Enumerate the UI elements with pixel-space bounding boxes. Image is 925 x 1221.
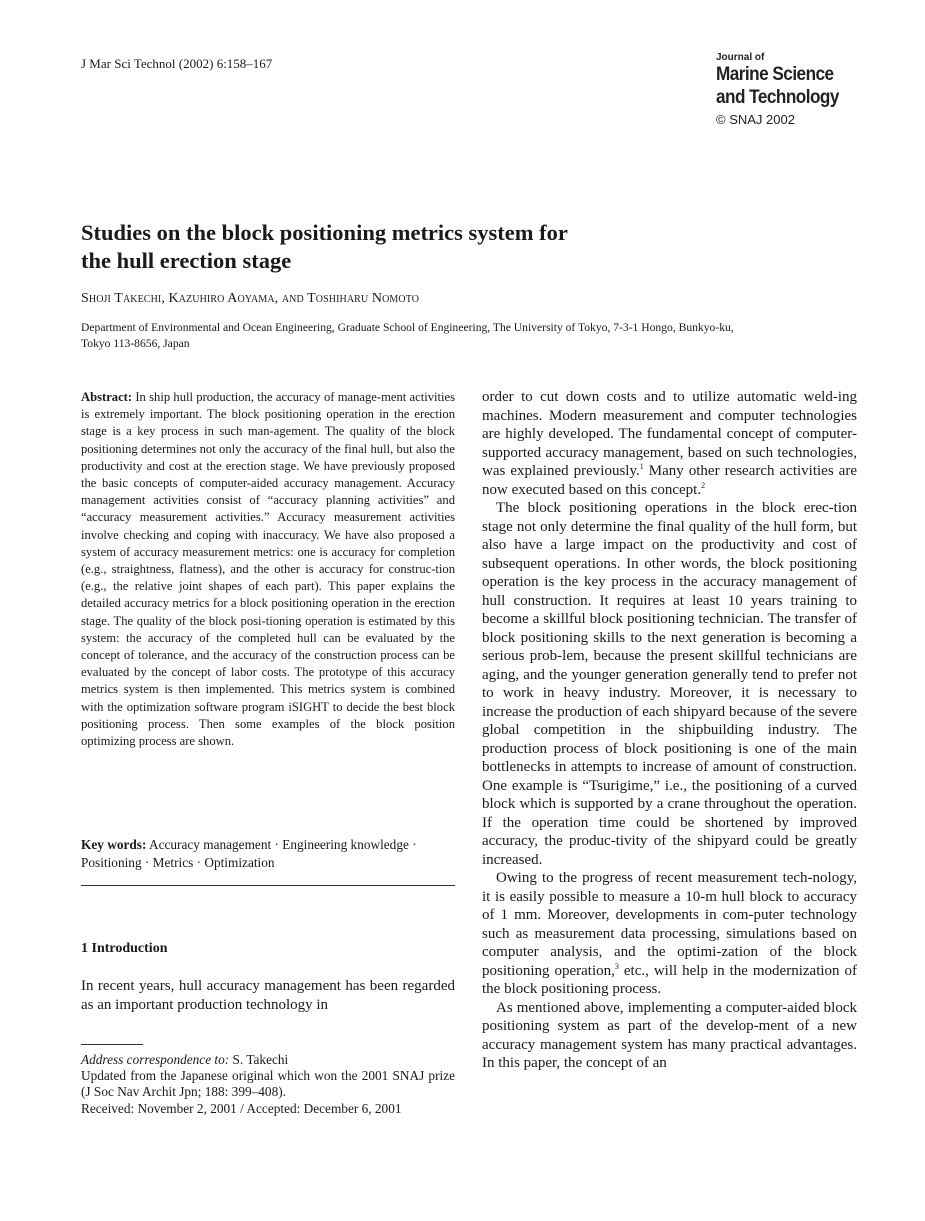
paper-title [81, 219, 721, 275]
paragraph-text: order to cut down costs and to utilize automatic weld-ing machines. Modern measurement and computer technologies are highly developed. The fundamental concept of computer-supported accuracy management, based on such technologies, was explained previously. [482, 389, 857, 479]
abstract [81, 389, 455, 750]
paragraph [482, 869, 857, 999]
journal-copyright: © SNAJ 2002 [716, 112, 795, 127]
paragraph-text: Many other research activities are now executed based on this concept. [482, 463, 857, 498]
paragraph [482, 388, 857, 499]
author-affiliation [81, 320, 861, 352]
author-list: Shoji Takechi, Kazuhiro Aoyama, and Toshiharu Nomoto [81, 291, 420, 306]
correspondence-name: S. Takechi [229, 1052, 289, 1067]
paragraph: The block positioning operations in the block erec-tion stage not only determine the final quality of the hull form, but also have a large impact on the productivity and cost of subsequent operations. In other words, the block positioning operation is the key process in the accuracy management of hull construction. It requires at least 10 years training to become a skillful block positioning technician. The transfer of block positioning skills to the next generation is becoming a serious prob-lem, because the present skillful technicians are aging, and the younger generation generally tend to prefer not to work in heavy industry. Moreover, it is necessary to increase the production of each shipyard because of the severe global competition in the shipbuilding industry. The production process of block positioning is one of the main bottlenecks in attempts to increase of amount of construction. One example is “Tsurigime,” i.e., the positioning of a curved block which is supported by a crane throughout the operation. If the operation time could be shortened by improved accuracy, the produc-tivity of the shipyard could be greatly increased. [482, 500, 857, 868]
abstract-divider [81, 885, 455, 886]
abstract-label: Abstract: [81, 390, 133, 404]
footnote [81, 1052, 455, 1117]
right-column [482, 388, 857, 1073]
journal-logo [716, 52, 856, 130]
keywords [81, 836, 455, 871]
journal-logo-line1: Marine Science [716, 63, 834, 85]
affiliation-line2: Tokyo 113-8656, Japan [81, 337, 190, 350]
intro-left-column: In recent years, hull accuracy management has been regarded as an important production technology in [81, 978, 455, 1013]
keywords-text: Accuracy management · Engineering knowledge · Positioning · Metrics · Optimization [81, 837, 417, 870]
footnote-divider [81, 1044, 143, 1045]
reference-marker: 2 [701, 480, 706, 490]
abstract-text: In ship hull production, the accuracy of manage-ment activities is extremely important. The block positioning operation in the erection stage is a key process in such man-agement. The quality of the block positioning determines not only the accuracy of the final hull, but also the productivity and cost at the erection stage. We have previously proposed the basic concepts of computer-aided accuracy management. Accuracy management activities consist of “accuracy planning activities” and “accuracy measurement activities.” Accuracy measurement activities involve checking and coping with inaccuracy. We have also proposed a system of accuracy measurement metrics: one is accuracy for completion (e.g., straightness, flatness), and the other is accuracy for construc-tion (e.g., the relative joint shapes of each part). This paper explains the detailed accuracy metrics for a block positioning operation in the erection stage. The quality of the block posi-tioning operation is estimated by this system: the accuracy of the completed hull can be evaluated by the concept of tolerance, and the accuracy of the construction process can be evaluated by the concept of labor costs. The prototype of this accuracy metrics system is then implemented. This metrics system is combined with the optimization software program iSIGHT to decide the best block positioning process. Then some examples of the block position optimizing process are shown. [81, 390, 455, 749]
section-heading: 1 Introduction [81, 941, 168, 956]
keywords-label: Key words: [81, 837, 147, 852]
received-dates: Received: November 2, 2001 / Accepted: December 6, 2001 [81, 1100, 402, 1116]
affiliation-line1: Department of Environmental and Ocean Engineering, Graduate School of Engineering, The University of Tokyo, 7-3-1 Hongo, Bunkyo-ku, [81, 321, 734, 334]
paper-title-line2: the hull erection stage [81, 248, 292, 273]
journal-citation: J Mar Sci Technol (2002) 6:158–167 [81, 56, 273, 71]
paragraph-text: Owing to the progress of recent measurement tech-nology, it is easily possible to measure a 10-m hull block to accuracy of 1 mm. Moreover, developments in com-puter technology such as measurement data processing, simulations based on computer analysis, and the optimi-zation of the block positioning operation, [482, 870, 857, 979]
correspondence-label: Address correspondence to: [81, 1052, 230, 1067]
journal-logo-of: Journal of [716, 52, 765, 63]
paragraph-text: etc., will help in the modernization of the block positioning process. [482, 962, 857, 997]
reference-marker: 3 [614, 961, 619, 971]
journal-logo-line2: and Technology [716, 86, 839, 108]
correspondence-line [81, 1052, 455, 1068]
paper-title-line1: Studies on the block positioning metrics system for [81, 220, 568, 245]
paragraph: As mentioned above, implementing a computer-aided block positioning system as part of the develop-ment of a new accuracy management system has many practical advantages. In this paper, the concept of an [482, 999, 857, 1071]
updated-note: Updated from the Japanese original which won the 2001 SNAJ prize (J Soc Nav Archit Jpn; 188: 399–408). [81, 1068, 455, 1100]
reference-marker: 1 [639, 462, 644, 471]
